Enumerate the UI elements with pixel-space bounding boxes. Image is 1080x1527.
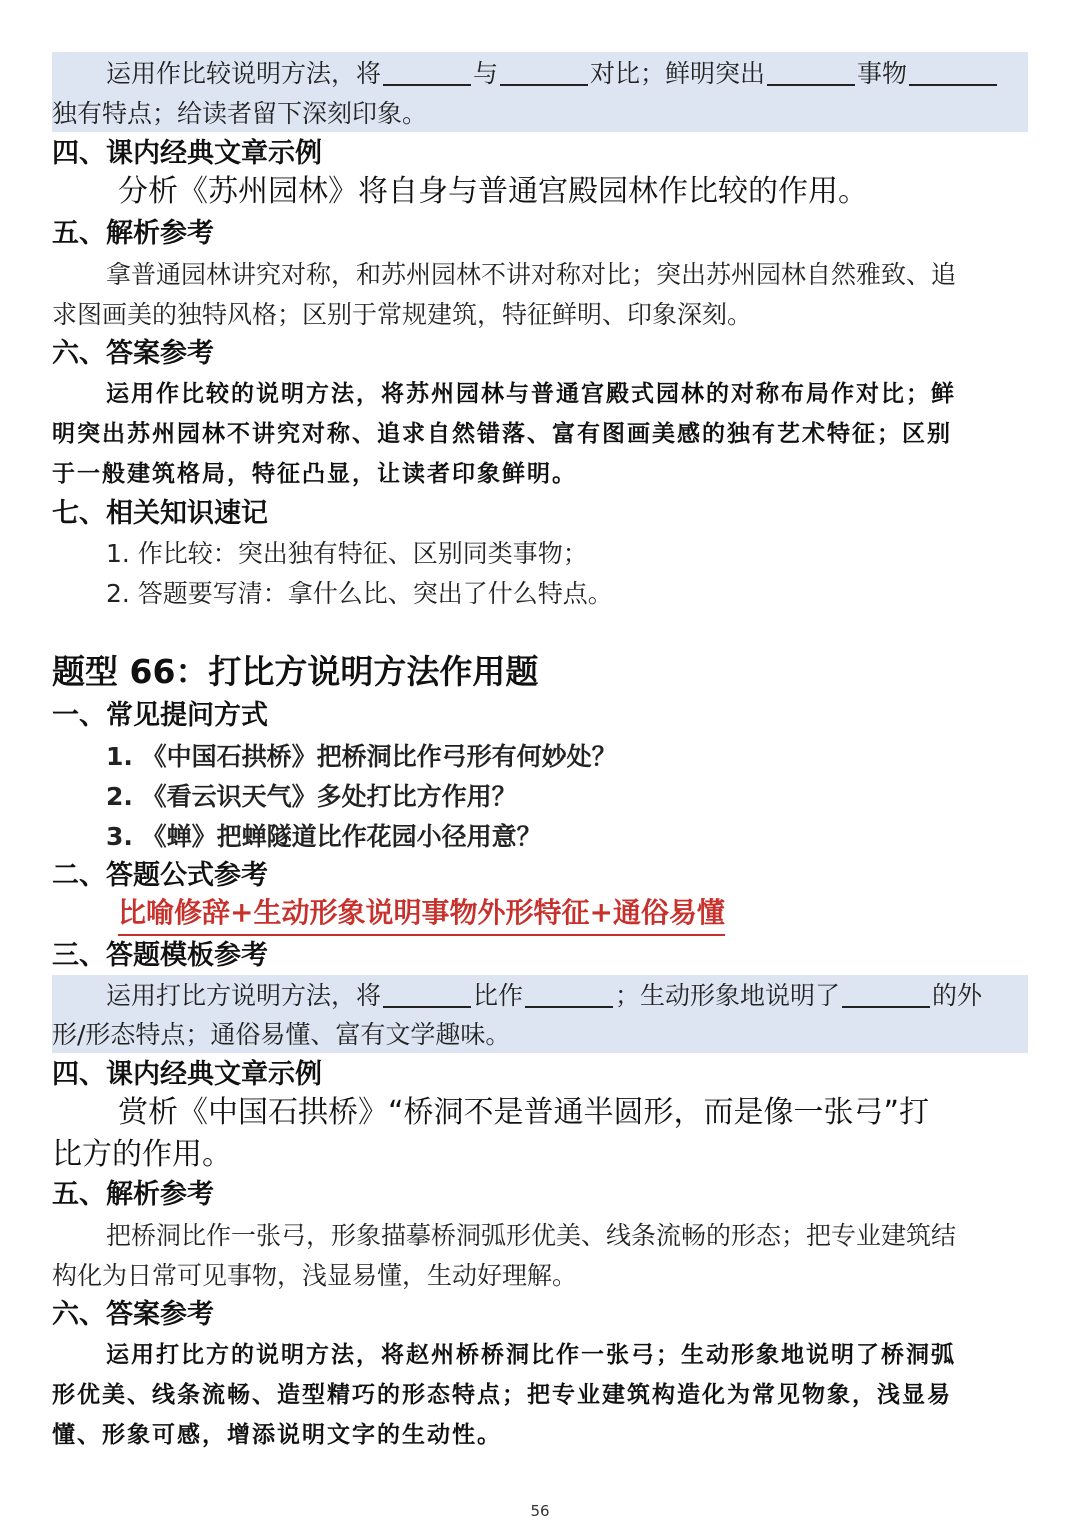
fill-blank	[383, 980, 471, 1008]
analysis-line: 构化为日常可见事物，浅显易懂，生动好理解。	[52, 1261, 578, 1290]
section-heading-3: 三、答题模板参考	[52, 940, 268, 971]
answer-line: 于一般建筑格局，特征凸显，让读者印象鲜明。	[52, 460, 577, 487]
section-heading-5: 五、解析参考	[52, 1179, 214, 1210]
question-item: 2. 《看云识天气》多处打比方作用？	[106, 782, 517, 811]
answer-line: 运用打比方的说明方法，将赵州桥桥洞比作一张弓；生动形象地说明了桥洞弧	[106, 1341, 956, 1368]
section-heading-2: 二、答题公式参考	[52, 860, 268, 891]
template-line-1	[52, 978, 1080, 1014]
question-item: 1. 《中国石拱桥》把桥洞比作弓形有何妙处？	[106, 742, 617, 771]
example-text: 赏析《中国石拱桥》“桥洞不是普通半圆形，而是像一张弓”打	[118, 1095, 930, 1130]
fill-blank	[383, 58, 471, 86]
analysis-line: 把桥洞比作一张弓，形象描摹桥洞弧形优美、线条流畅的形态；把专业建筑结	[106, 1221, 957, 1250]
example-text: 分析《苏州园林》将自身与普通宫殿园林作比较的作用。	[118, 174, 868, 209]
page-number: 56	[530, 1502, 550, 1520]
section-heading-4: 四、课内经典文章示例	[52, 138, 322, 169]
answer-line: 形优美、线条流畅、造型精巧的形态特点；把专业建筑构造化为常见物象，浅显易	[52, 1381, 952, 1408]
template-text: 运用打比方说明方法，将	[106, 981, 382, 1010]
example-text: 比方的作用。	[52, 1137, 232, 1172]
template-text: 事物	[857, 59, 908, 88]
formula-wrap	[118, 892, 725, 936]
knowledge-item: 1. 作比较：突出独有特征、区别同类事物；	[106, 539, 588, 568]
template-text: 运用作比较说明方法，将	[106, 59, 382, 88]
section-heading-7: 七、相关知识速记	[52, 498, 268, 529]
analysis-line: 求图画美的独特风格；区别于常规建筑，特征鲜明、印象深刻。	[52, 300, 753, 329]
template-text: 与	[473, 59, 499, 88]
answer-line: 运用作比较的说明方法，将苏州园林与普通宫殿式园林的对称布局作对比；鲜	[106, 380, 956, 407]
answer-line: 明突出苏州园林不讲究对称、追求自然错落、富有图画美感的独有艺术特征；区别	[52, 420, 952, 447]
section-heading-6: 六、答案参考	[52, 338, 214, 369]
section-heading-1: 一、常见提问方式	[52, 700, 268, 731]
fill-blank	[525, 980, 613, 1008]
section-heading-4: 四、课内经典文章示例	[52, 1059, 322, 1090]
question-type-title: 题型 66：打比方说明方法作用题	[52, 652, 539, 691]
template-text: ；生动形象地说明了	[615, 981, 841, 1010]
section-heading-5: 五、解析参考	[52, 218, 214, 249]
analysis-line: 拿普通园林讲究对称，和苏州园林不讲对称对比；突出苏州园林自然雅致、追	[106, 260, 957, 289]
template-text: 比作	[473, 981, 524, 1010]
fill-blank	[842, 980, 930, 1008]
fill-blank	[909, 58, 997, 86]
fill-blank	[500, 58, 588, 86]
template-line-1	[52, 56, 1080, 92]
section-heading-6: 六、答案参考	[52, 1299, 214, 1330]
fill-blank	[767, 58, 855, 86]
template-line-2: 形/形态特点；通俗易懂、富有文学趣味。	[52, 1020, 511, 1049]
answer-line: 懂、形象可感，增添说明文字的生动性。	[52, 1421, 502, 1448]
template-line-2: 独有特点；给读者留下深刻印象。	[52, 99, 428, 128]
template-text: 对比；鲜明突出	[590, 59, 766, 88]
question-item: 3. 《蝉》把蝉隧道比作花园小径用意？	[106, 822, 542, 851]
knowledge-item: 2. 答题要写清：拿什么比、突出了什么特点。	[106, 579, 613, 608]
answer-formula: 比喻修辞+生动形象说明事物外形特征+通俗易懂	[118, 892, 725, 936]
template-text: 的外	[932, 981, 983, 1010]
